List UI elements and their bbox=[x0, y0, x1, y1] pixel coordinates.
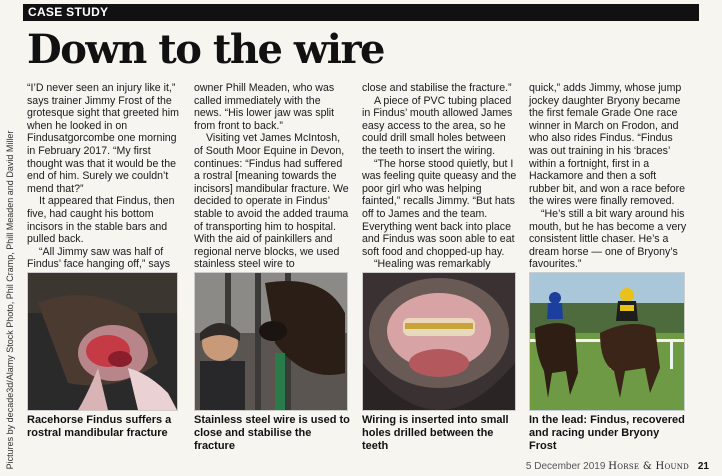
section-label: CASE STUDY bbox=[28, 5, 109, 19]
photo-race-lead bbox=[529, 272, 685, 411]
page-footer bbox=[526, 461, 709, 472]
caption-photo-2: Stainless steel wire is used to close and stabilise the fracture bbox=[194, 414, 350, 452]
paragraph: It appeared that Findus, then five, had caught his bottom incisors in the stable bars and pulled back. bbox=[27, 195, 175, 246]
headline: Down to the wire bbox=[27, 26, 384, 73]
paragraph: Visiting vet James McIntosh, of South Moor Equine in Devon, continues: “Findus had suffered a rostral [meaning towards the incisors] mandibular fracture. We decided to operate in Findus’ stable to avoid the added trauma of transporting him to hospital. With the aid of painkillers and regional nerve blocks, we used stainless steel wire to bbox=[194, 132, 349, 271]
footer-brand: Horse & Hound bbox=[608, 461, 690, 472]
photo-injured-jaw bbox=[27, 272, 178, 411]
caption-photo-4: In the lead: Findus, recovered and racing under Bryony Frost bbox=[529, 414, 685, 452]
photo-credit-text: Pictures by decade3d/Alamy Stock Photo, Phil Cramp, Phill Meaden and David Miller bbox=[5, 130, 15, 470]
paragraph: close and stabilise the fracture.” bbox=[362, 82, 512, 94]
caption-photo-3: Wiring is inserted into small holes drilled between the teeth bbox=[362, 414, 509, 452]
paragraph: “All Jimmy saw was half of Findus’ face hanging off,” says bbox=[27, 245, 171, 271]
paragraph: “Healing was remarkably bbox=[374, 258, 491, 271]
paragraph: “The horse stood quietly, but I was feeling quite queasy and the poor girl who was helping fainted,” recalls Jimmy. “But hats off to James and the team. Everything went back into place and Findus was soon able to eat soft food and chopped-up hay. bbox=[362, 157, 517, 258]
footer-date: 5 December 2019 bbox=[525, 461, 606, 472]
caption-photo-1: Racehorse Findus suffers a rostral mandibular fracture bbox=[27, 414, 172, 439]
paragraph: A piece of PVC tubing placed in Findus’ mouth allowed James easy access to the area, so he could drill small holes between the teeth to insert the wiring. bbox=[362, 94, 513, 157]
article-column-3 bbox=[362, 82, 517, 271]
photo-credit bbox=[0, 130, 20, 470]
page-number: 21 bbox=[697, 461, 709, 472]
photo-wired-teeth bbox=[362, 272, 516, 411]
paragraph: “He’s still a bit wary around his mouth, but he has become a very consistent little chaser. He’s a dream horse — one of Bryony’s favourites.” bbox=[529, 207, 687, 271]
photo-vet-wiring bbox=[194, 272, 348, 411]
paragraph: owner Phill Meaden, who was called immediately with the news. “His lower jaw was split from front to back.” bbox=[194, 82, 335, 132]
article-column-2 bbox=[194, 82, 349, 271]
article-column-1 bbox=[27, 82, 182, 271]
section-header-bar bbox=[23, 4, 699, 21]
paragraph: quick,” adds Jimmy, whose jump jockey daughter Bryony became the first female Grade One race winner in March on Frodon, and who also rides Findus. “Findus was out training in his ‘braces’ within a fortnight, first in a Hackamore and then a soft rubber bit, and won a race before the wires were finally removed. bbox=[529, 82, 686, 208]
paragraph: “I’D never seen an injury like it,” says trainer Jimmy Frost of the grotesque sight that greeted him when he looked in on Findusatgorcombe one morning in February 2017. “My first thought was that it would be the end of him. Surely we couldn’t mend that?” bbox=[27, 82, 179, 195]
article-column-4 bbox=[529, 82, 689, 271]
